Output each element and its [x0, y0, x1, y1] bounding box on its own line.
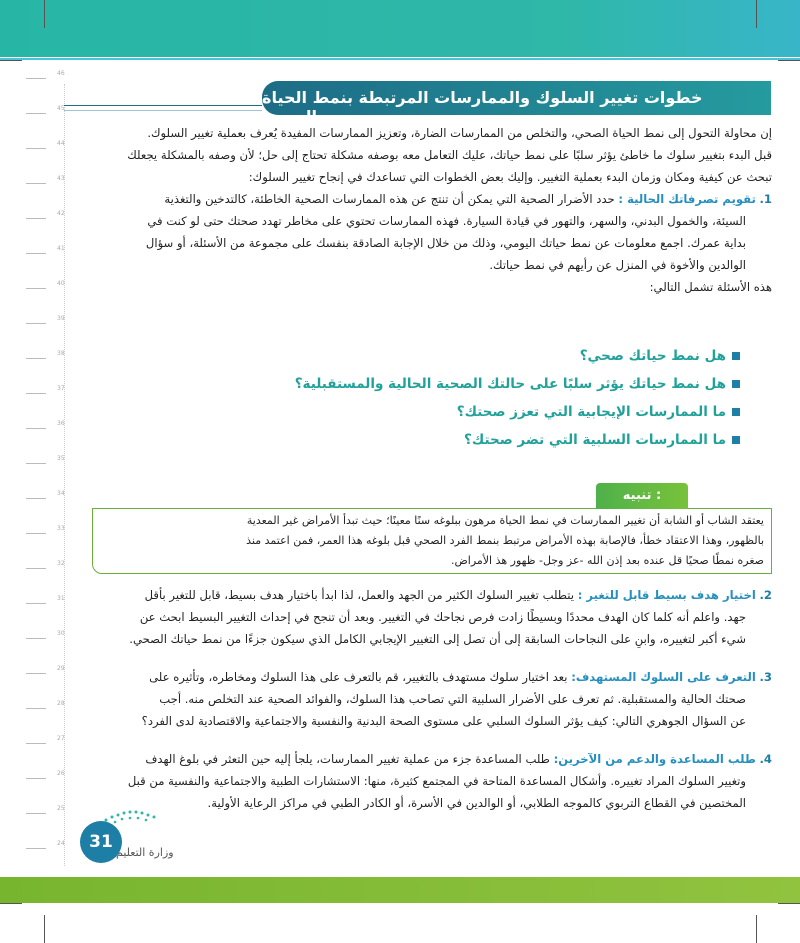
- step-2: [66, 584, 772, 650]
- note-line: صغره نمطًا صحيًا قل عنده بعد إذن الله -عز وجل- ظهور هذ الأمراض.: [450, 554, 764, 567]
- ruler-number: 45: [57, 105, 65, 112]
- list-item: [280, 370, 740, 398]
- ruler-number: 31: [57, 595, 65, 602]
- ruler-number: 46: [57, 70, 65, 77]
- step-1-first-line: [66, 188, 772, 210]
- ruler-number: 30: [57, 630, 65, 637]
- ruler-tick: [26, 778, 46, 779]
- ruler-number: 36: [57, 420, 65, 427]
- note-label: تنبيه :: [596, 483, 688, 509]
- step-line: السيئة، والخمول البدني، والسهر، والتهور في قيادة السيارة. فهذه الممارسات تحتوي على مخاطر تهدد صحتك حتى لو كنت في: [147, 214, 746, 228]
- ruler-tick: [26, 463, 46, 464]
- ruler-tick: [26, 498, 46, 499]
- ruler-tick: [26, 533, 46, 534]
- list-item: [280, 342, 740, 370]
- step-3-first-line: [66, 666, 772, 688]
- ruler-tick: [26, 568, 46, 569]
- note-line: بالظهور، وهذا الاعتقاد خطأ، فالإصابة بهذه الأمراض مرتبط بنمط الفرد الصحي قبل بلوغه هذا العمر، فمن اعتمد منذ: [246, 534, 764, 547]
- questions-intro: هذه الأسئلة تشمل التالي:: [649, 280, 772, 294]
- intro-line: قبل البدء بتغيير سلوك ما خاطئ يؤثر سلبًا على نمط حياتك، عليك التعامل معه بوصفه مشكلة تحتاج إلى حل؛ لأن وصفه بالمشكلة يجعلك: [127, 148, 772, 162]
- step-heading: طلب المساعدة والدعم من الآخرين:: [553, 752, 756, 766]
- step-line: شيء أكبر لتغييره، وابنِ على النجاحات السابقة إلى أن تصل إلى التغيير الإيجابي الكامل الذي سيكون جزءًا من نمط حياتك الصحي.: [129, 632, 746, 646]
- step-number: 3.: [759, 670, 772, 684]
- step-2-first-line: [66, 584, 772, 606]
- note-line: يعتقد الشاب أو الشابة أن تغيير الممارسات في نمط الحياة مرهون ببلوغه سنًا معينًا؛ حيث تبدأ الأمراض غير المعدية: [246, 514, 764, 527]
- top-band-line: [0, 58, 800, 60]
- ruler-tick: [26, 323, 46, 324]
- square-bullet-icon: [732, 352, 740, 360]
- ruler-number: 28: [57, 700, 65, 707]
- ruler-tick: [26, 288, 46, 289]
- ruler-number: 37: [57, 385, 65, 392]
- side-ruler: [26, 62, 48, 902]
- ruler-tick: [26, 218, 46, 219]
- ruler-number: 27: [57, 735, 65, 742]
- intro-paragraph: [66, 122, 772, 188]
- ruler-number: 33: [57, 525, 65, 532]
- title-decoration-line: [64, 110, 262, 111]
- ruler-number: 39: [57, 315, 65, 322]
- ruler-tick: [26, 743, 46, 744]
- ruler-tick: [26, 708, 46, 709]
- ruler-number: 25: [57, 805, 65, 812]
- ruler-number: 40: [57, 280, 65, 287]
- step-heading: التعرف على السلوك المستهدف:: [571, 670, 756, 684]
- square-bullet-icon: [732, 380, 740, 388]
- ruler-tick: [26, 848, 46, 849]
- intro-line: إن محاولة التحول إلى نمط الحياة الصحي، والتخلص من الممارسات الضارة، وتعزيز الممارسات المفيدة يُعرف بعملية تغيير السلوك.: [147, 126, 772, 140]
- step-line: بعد اختيار سلوك مستهدف بالتغيير، قم بالتعرف على هذا السلوك ومخاطره، وتأثيره على: [149, 670, 568, 684]
- question-text: هل نمط حياتك صحي؟: [579, 348, 726, 364]
- step-line: وتغيير السلوك المراد تغييره. وأشكال المساعدة المتاحة في المجتمع كثيرة، منها: الاستشارات الطبية والاجتماعية والنفسية من قبل: [127, 774, 746, 788]
- top-band: [0, 0, 800, 66]
- crop-mark: [756, 0, 757, 28]
- section-title: خطوات تغيير السلوك والممارسات المرتبطة بنمط الحياة الصحي: [262, 88, 703, 126]
- note-text: [100, 511, 764, 571]
- question-text: ما الممارسات السلبية التي تضر صحتك؟: [464, 432, 726, 448]
- question-text: ما الممارسات الإيجابية التي تعزز صحتك؟: [456, 404, 726, 420]
- ruler-number: 35: [57, 455, 65, 462]
- step-number: 4.: [759, 752, 772, 766]
- step-line: عن السؤال الجوهري التالي: كيف يؤثر السلوك السلبي على مستوى الصحة البدنية والنفسية والاجتماعية والاقتصادية لدى الفرد؟: [141, 714, 746, 728]
- crop-mark: [778, 60, 800, 61]
- step-4-first-line: [66, 748, 772, 770]
- step-heading: تقويم تصرفاتك الحالية :: [618, 192, 756, 206]
- step-line: المختصين في القطاع التربوي كالموجه الطلابي، أو الوالدين في الأسرة، أو الكادر الطبي في مراكز الرعاية الأولية.: [207, 796, 746, 810]
- ruler-number: 29: [57, 665, 65, 672]
- ruler-number: 34: [57, 490, 65, 497]
- questions-list: [280, 342, 740, 454]
- ruler-tick: [26, 183, 46, 184]
- step-line: يتطلب تغيير السلوك الكثير من الجهد والعمل، لذا ابدأ باختيار هدف بسيط، قابل للتغير بأقل: [144, 588, 575, 602]
- section-title-bar: [262, 81, 771, 126]
- ruler-number: 41: [57, 245, 65, 252]
- crop-mark: [756, 915, 757, 943]
- step-number: 1.: [759, 192, 772, 206]
- ministry-logo-text: وزارة التعليم: [116, 846, 174, 859]
- step-line: حدد الأضرار الصحية التي يمكن أن تنتج عن هذه الممارسات الصحية الخاطئة، كالتدخين والتغذية: [164, 192, 615, 206]
- crop-mark: [44, 915, 45, 943]
- ruler-tick: [26, 813, 46, 814]
- ruler-number: 24: [57, 840, 65, 847]
- ruler-number: 42: [57, 210, 65, 217]
- step-number: 2.: [759, 588, 772, 602]
- crop-mark: [0, 903, 22, 904]
- step-line: صحتك الحالية والمستقبلية. ثم تعرف على الأضرار السلبية التي تصاحب هذا السلوك، والفوائد الصحية عند التخلص منه. أجب: [159, 692, 746, 706]
- square-bullet-icon: [732, 436, 740, 444]
- ruler-number: 43: [57, 175, 65, 182]
- ruler-number: 44: [57, 140, 65, 147]
- step-line: الوالدين والأخوة في المنزل عن رأيهم في نمط حياتك.: [489, 258, 746, 272]
- ruler-number: 32: [57, 560, 65, 567]
- ruler-tick: [26, 638, 46, 639]
- question-text: هل نمط حياتك يؤثر سلبًا على حالتك الصحية الحالية والمستقبلية؟: [294, 376, 726, 392]
- ruler-tick: [26, 253, 46, 254]
- ruler-tick: [26, 358, 46, 359]
- ruler-tick: [26, 603, 46, 604]
- square-bullet-icon: [732, 408, 740, 416]
- top-color-band: [0, 0, 800, 57]
- bottom-color-band: [0, 877, 800, 903]
- ruler-tick: [26, 393, 46, 394]
- ruler-number: 38: [57, 350, 65, 357]
- list-item: [280, 426, 740, 454]
- ruler-number: 26: [57, 770, 65, 777]
- step-line: جهد. واعلم أنه كلما كان الهدف محددًا وبسيطًا زادت فرص نجاحك في التغيير. وبعد أن تنجح في إحداث التغيير البسيط ابحث عن: [139, 610, 746, 624]
- title-decoration-line: [64, 105, 262, 106]
- step-4: [66, 748, 772, 814]
- ruler-tick: [26, 113, 46, 114]
- list-item: [280, 398, 740, 426]
- step-line: طلب المساعدة جزء من عملية تغيير الممارسات، يلجأ إليه حين التعثر في بلوغ الهدف: [145, 752, 550, 766]
- ruler-tick: [26, 428, 46, 429]
- ruler-tick: [26, 78, 46, 79]
- step-line: بداية عمرك. اجمع معلومات عن نمط حياتك اليومي، وذلك من خلال الإجابة الصادقة بنفسك على مجموعة من الأسئلة، أو سؤال: [145, 236, 746, 250]
- crop-mark: [44, 0, 45, 28]
- crop-mark: [778, 903, 800, 904]
- page-number: 31: [80, 821, 122, 863]
- intro-line: تبحث عن كيفية ومكان وزمان البدء بعملية التغيير. وإليك بعض الخطوات التي تساعدك في إنجاح تغيير السلوك:: [248, 170, 772, 184]
- crop-mark: [0, 60, 22, 61]
- step-1: [66, 188, 772, 298]
- step-3: [66, 666, 772, 732]
- ruler-tick: [26, 673, 46, 674]
- step-heading: اختيار هدف بسيط قابل للتغير :: [577, 588, 756, 602]
- ruler-tick: [26, 148, 46, 149]
